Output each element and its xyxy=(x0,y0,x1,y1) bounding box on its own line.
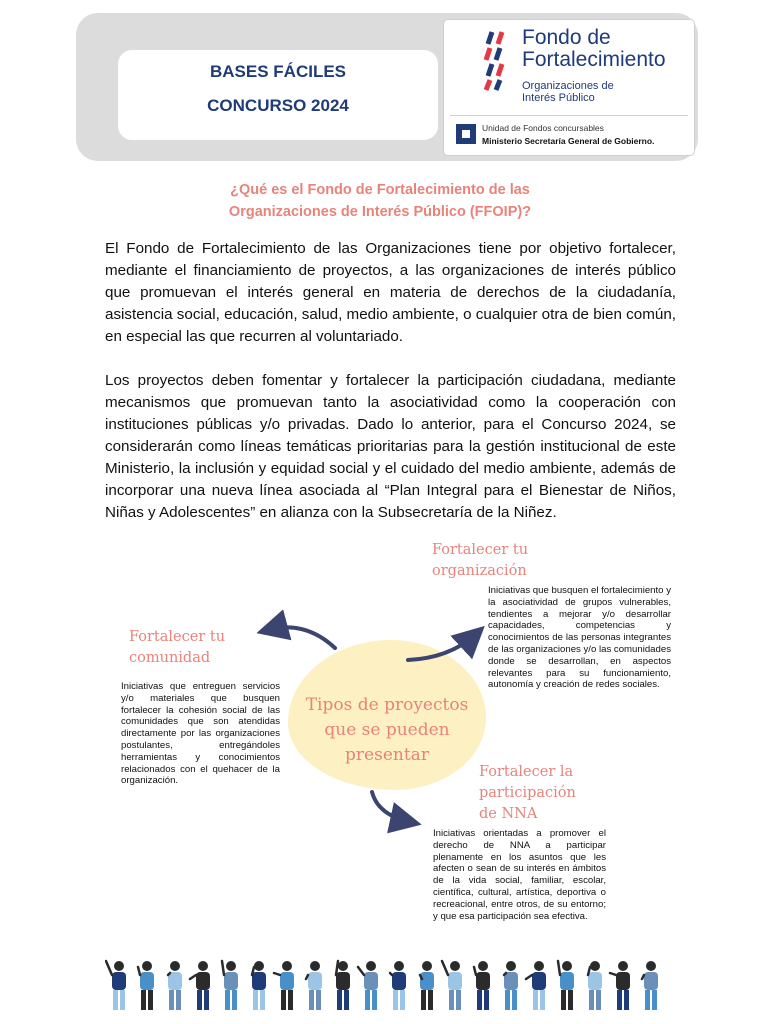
person-figure xyxy=(252,961,266,1010)
logo-sub-line-1: Organizaciones de xyxy=(522,80,614,92)
person-figure xyxy=(168,961,182,1010)
comunidad-title xyxy=(129,627,225,669)
nna-title-line-1: Fortalecer la xyxy=(479,764,574,780)
person-figure xyxy=(358,961,378,1010)
person-figure xyxy=(558,961,574,1010)
person-figure xyxy=(106,961,126,1010)
nna-title xyxy=(479,762,576,825)
organizacion-title-line-2: organización xyxy=(432,563,527,579)
organizacion-title-line-1: Fortalecer tu xyxy=(432,542,529,558)
arrow-left-icon xyxy=(268,627,335,648)
logo-name-line-1: Fondo de xyxy=(522,26,611,49)
comunidad-text: Iniciativas que entreguen servicios y/o materiales que busquen fortalecer la cohesión social de las comunidades que son atendidas directamente por las organizaciones postulantes, entregándoles herramientas y conocimientos relacionados con el quehacer de la organización. xyxy=(121,681,280,787)
title-line-1: BASES FÁCILES xyxy=(209,62,347,81)
person-figure xyxy=(190,961,210,1010)
person-figure xyxy=(526,961,546,1010)
people-illustration xyxy=(105,957,663,1013)
logo-name-line-2: Fortalecimiento xyxy=(522,48,666,71)
person-figure xyxy=(442,961,462,1010)
person-figure xyxy=(138,961,154,1010)
center-line-3: presentar xyxy=(345,745,429,765)
nna-title-line-2: participación xyxy=(479,785,576,801)
person-figure xyxy=(336,961,350,1010)
person-figure xyxy=(610,961,630,1010)
organizacion-title xyxy=(432,540,528,582)
person-figure xyxy=(504,961,518,1010)
paragraph-1: El Fondo de Fortalecimiento de las Organizaciones tiene por objetivo fortalecer, mediante el financiamiento de proyectos, a las organizaciones de interés público que promuevan el interés general en materia de derechos de la ciudadanía, asistencia social, educación, salud, medio ambiente, o cualquier otra de bien común, en especial las que recurren al voluntariado. xyxy=(105,240,676,345)
person-figure xyxy=(588,961,602,1010)
nna-text: Iniciativas orientadas a promover el derecho de NNA a participar plenamente en los asuntos que les afecten o sean de su interés en ámbitos de la vida social, familiar, escolar, científica, cultural, artística, deportiva o recreacional, entre otros, de su entorno; y que esa participación sea efectiva. xyxy=(433,828,606,922)
center-line-2: que se pueden xyxy=(324,720,450,740)
person-figure xyxy=(642,961,658,1010)
question-line-2: Organizaciones de Interés Público (FFOIP)? xyxy=(228,204,532,220)
title-line-2: CONCURSO 2024 xyxy=(207,96,349,115)
unit-text: Unidad de Fondos concursables xyxy=(482,123,604,133)
comunidad-title-line-2: comunidad xyxy=(129,650,211,666)
nna-title-line-3: de NNA xyxy=(479,806,538,822)
person-figure xyxy=(274,961,294,1010)
logo-sub-line-2: Interés Público xyxy=(522,92,595,104)
person-figure xyxy=(390,961,406,1010)
person-figure xyxy=(306,961,322,1010)
person-figure xyxy=(222,961,238,1010)
arrow-up-right-icon xyxy=(408,634,476,660)
center-line-1: Tipos de proyectos xyxy=(305,695,469,715)
ministry-text: Ministerio Secretaría General de Gobierno. xyxy=(482,136,655,146)
person-figure xyxy=(420,961,434,1010)
comunidad-title-line-1: Fortalecer tu xyxy=(129,629,226,645)
question-line-1: ¿Qué es el Fondo de Fortalecimiento de las xyxy=(230,182,530,198)
organizacion-text: Iniciativas que busquen el fortalecimiento y la asociatividad de grupos vulnerables, tendientes a mejorar y/o desarrollar capacidades, competencias y conocimientos de las personas integrantes de las organizaciones y/o las comunidades donde se desarrollan, en aspectos relevantes para su funcionamiento, autonomía y creación de redes sociales. xyxy=(488,585,671,691)
person-figure xyxy=(474,961,490,1010)
paragraph-2: Los proyectos deben fomentar y fortalecer la participación ciudadana, mediante mecanismos que promuevan tanto la asociatividad como la cooperación con instituciones públicas y/o privadas. Dado lo anterior, para el Concurso 2024, se considerarán como líneas temáticas prioritarias para la gestión institucional de este Ministerio, la inclusión y equidad social y el cuidado del medio ambiente, además de incorporar una nueva línea asociada al “Plan Integral para el Bienestar de Niños, Niñas y Adolescentes” en alianza con la Subsecretaría de la Niñez. xyxy=(105,372,676,521)
arrow-down-right-icon xyxy=(372,792,410,822)
